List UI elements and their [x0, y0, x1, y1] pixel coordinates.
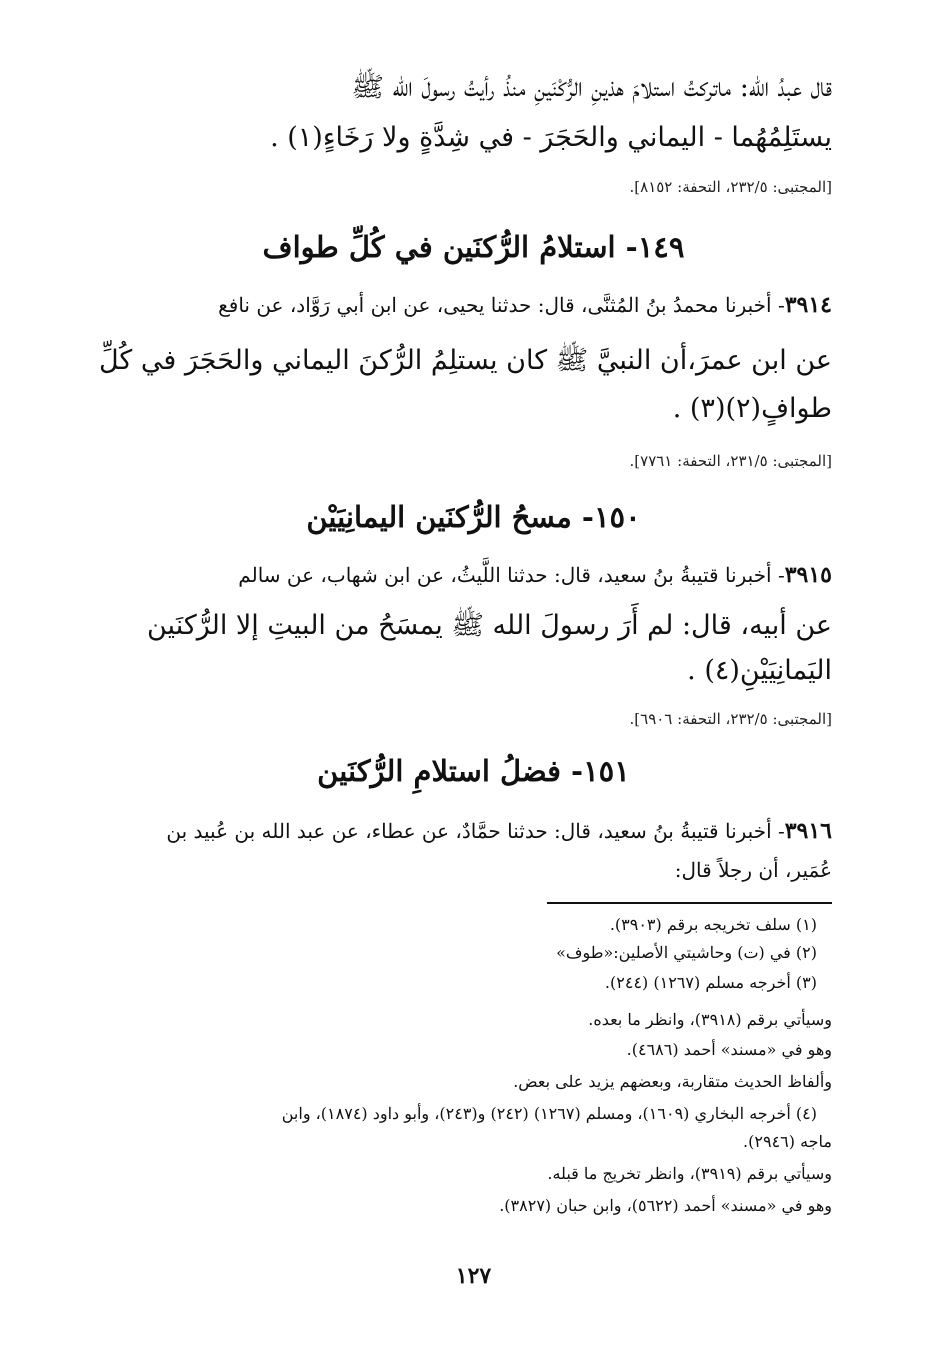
source-reference: [المجتبى: ٢٣١/٥، التحفة: ٧٧٦١]. [629, 452, 832, 470]
hadith-3914-line-2: عن ابن عمرَ،أن النبيَّ ﷺ كان يستلِمُ الرُّكنَ اليماني والحَجَرَ في كُلِّ [98, 345, 832, 376]
footnote-4: (٤) أخرجه البخاري (١٦٠٩)، ومسلم (١٢٦٧) (٢٤٢) و(٢٤٣)، وأبو داود (١٨٧٤)، وابن [281, 1104, 817, 1123]
footnote-3-continued: وألفاظ الحديث متقاربة، وبعضهم يزيد على بعض. [513, 1072, 832, 1091]
footnote-separator [547, 902, 832, 904]
passage-line-1: قال عبدُ الله: ماتركتُ استلامَ هذينِ الرُّكْنَينِ منذُ رأيتُ رسولَ الله ﷺ [351, 72, 832, 103]
source-reference: [المجتبى: ٢٣٢/٥، التحفة: ٨١٥٢]. [629, 178, 832, 196]
hadith-chain: - أخبرنا محمدُ بنُ المُثنَّى، قال: حدثنا يحيى، عن ابن أبي رَوَّاد، عن نافع [218, 293, 785, 317]
hadith-3916-intro [0, 818, 947, 844]
hadith-3915-line-2: عن أبيه، قال: لم أَرَ رسولَ الله ﷺ يمسَحُ من البيتِ إلا الرُّكنَين [147, 610, 832, 641]
footnote-4-continued: وسيأتي برقم (٣٩١٩)، وانظر تخريج ما قبله. [547, 1164, 832, 1183]
footnote-2: (٢) في (ت) وحاشيتي الأصلين:«طوف» [556, 943, 817, 962]
page-number: ١٢٧ [455, 1263, 492, 1289]
hadith-3915-line-3: اليَمانِيَيْنِ(٤) . [687, 655, 832, 686]
footnote-3: (٣) أخرجه مسلم (١٢٦٧) (٢٤٤). [604, 973, 817, 992]
footnote-3-continued: وهو في «مسند» أحمد (٤٦٨٦). [626, 1040, 832, 1059]
chapter-heading-151: ١٥١- فضلُ استلامِ الرُّكنَين [317, 754, 630, 788]
chapter-heading-150: ١٥٠- مسحُ الرُّكنَين اليمانِيَيْن [306, 500, 641, 534]
footnote-4-continued: وهو في «مسند» أحمد (٥٦٢٢)، وابن حبان (٣٨٢٧). [499, 1196, 832, 1215]
hadith-3914-line-3: طوافٍ(٢)(٣) . [672, 393, 832, 424]
hadith-number: ٣٩١٥ [784, 562, 832, 588]
footnote-4-continued: ماجه (٢٩٤٦). [743, 1132, 832, 1151]
chapter-heading-149: ١٤٩- استلامُ الرُّكنَين في كُلِّ طواف [262, 230, 685, 264]
footnote-3-continued: وسيأتي برقم (٣٩١٨)، وانظر ما بعده. [588, 1010, 832, 1029]
hadith-3914-intro [0, 292, 947, 318]
hadith-chain: - أخبرنا قتيبةُ بنُ سعيد، قال: حدثنا حمَّادٌ، عن عطاء، عن عبد الله بن عُبيد بن [166, 819, 785, 843]
hadith-chain: - أخبرنا قتيبةُ بنُ سعيد، قال: حدثنا اللَّيثُ، عن ابن شهاب، عن سالم [238, 563, 785, 587]
hadith-3915-intro [0, 562, 947, 588]
source-reference: [المجتبى: ٢٣٢/٥، التحفة: ٦٩٠٦]. [629, 710, 832, 728]
hadith-number: ٣٩١٤ [784, 292, 832, 318]
footnote-1: (١) سلف تخريجه برقم (٣٩٠٣). [609, 915, 817, 934]
passage-line-2: يستَلِمُهُما - اليماني والحَجَرَ - في شِدَّةٍ ولا رَخَاءٍ(١) . [270, 122, 832, 153]
hadith-3916-line-2: عُمَير، أن رجلاً قال: [674, 858, 832, 882]
hadith-number: ٣٩١٦ [784, 818, 832, 844]
